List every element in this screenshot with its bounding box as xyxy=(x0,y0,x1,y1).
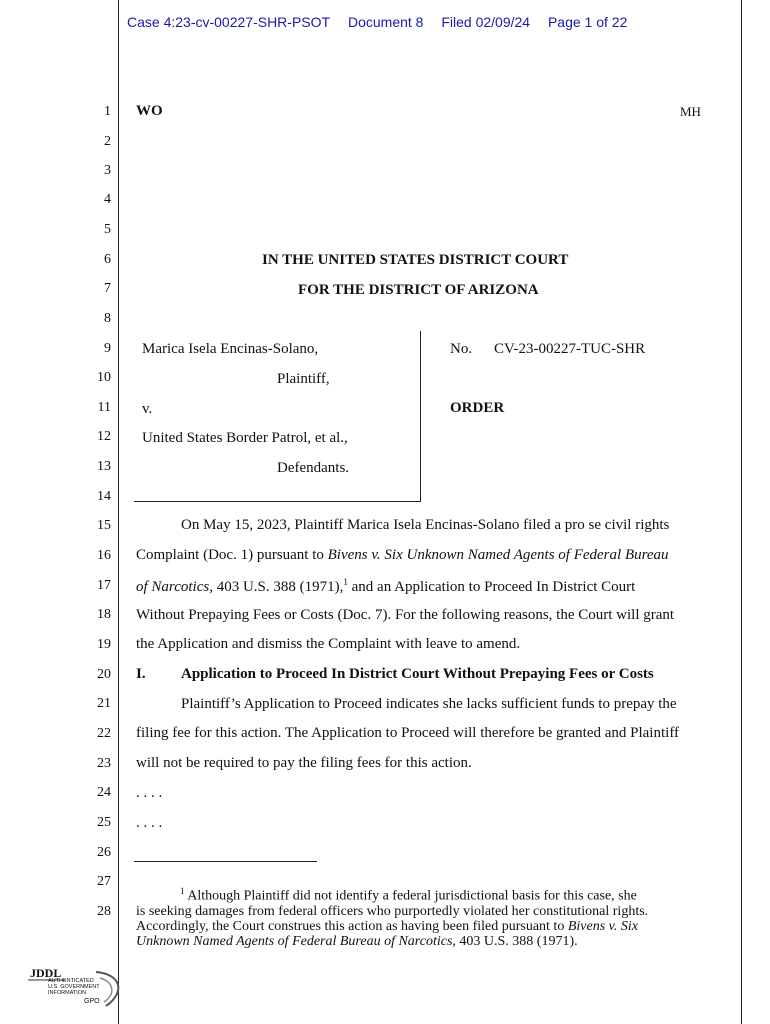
line-number: 9 xyxy=(104,341,111,356)
line-number: 12 xyxy=(97,429,111,444)
footnote xyxy=(136,884,728,949)
body-line: filing fee for this action. The Application to Proceed will therefore be granted and Plaintiff xyxy=(136,725,680,741)
line-number: 5 xyxy=(104,222,111,237)
mh-marker: MH xyxy=(680,104,701,119)
footnote-marker[interactable]: 1 xyxy=(343,577,348,587)
body-line: Plaintiff’s Application to Proceed indicates she lacks sufficient funds to prepay the xyxy=(181,696,677,712)
line-number: 22 xyxy=(97,726,111,741)
line-number: 4 xyxy=(104,192,111,207)
line-number: 17 xyxy=(97,578,111,593)
body-line: Without Prepaying Fees or Costs (Doc. 7). For the following reasons, the Court will grant xyxy=(136,607,675,623)
document-number: Document 8 xyxy=(347,14,424,30)
line-number: 25 xyxy=(97,815,111,830)
line-number: 14 xyxy=(97,489,111,504)
body-line: will not be required to pay the filing fees for this action. xyxy=(136,755,472,771)
court-name: IN THE UNITED STATES DISTRICT COURT xyxy=(262,252,569,268)
section-heading: Application to Proceed In District Court Without Prepaying Fees or Costs xyxy=(181,666,654,682)
caption-underline xyxy=(134,501,421,502)
left-margin-rule xyxy=(118,0,119,1024)
ellipsis-line: . . . . xyxy=(136,785,163,801)
logo-text: U.S. GOVERNMENT xyxy=(48,984,100,990)
line-number: 20 xyxy=(97,667,111,682)
line-number: 2 xyxy=(104,134,111,149)
versus-label: v. xyxy=(142,401,153,417)
logo-text: AUTHENTICATED xyxy=(48,978,94,984)
body-line: the Application and dismiss the Complaint with leave to amend. xyxy=(136,636,521,652)
case-no-value: CV-23-00227-TUC-SHR xyxy=(494,341,646,357)
footnote-text: Although Plaintiff did not identify a federal jurisdictional basis for this case, she xyxy=(187,888,637,904)
logo-gpo: GPO xyxy=(84,998,100,1005)
section-number: I. xyxy=(136,666,146,682)
line-number: 7 xyxy=(104,281,111,296)
page-indicator: Page 1 of 22 xyxy=(547,14,628,30)
footnote-text: Accordingly, the Court construes this action as having been filed pursuant to xyxy=(136,918,568,934)
plaintiff-role: Plaintiff, xyxy=(277,371,330,387)
line-number: 6 xyxy=(104,252,111,267)
body-text: and an Application to Proceed In District Court xyxy=(347,579,636,595)
line-number: 23 xyxy=(97,756,111,771)
case-citation: Bivens v. Six Unknown Named Agents of Federal Bureau xyxy=(327,547,669,563)
gpo-authentication-logo xyxy=(26,962,126,1012)
order-title: ORDER xyxy=(450,400,505,416)
line-number: 24 xyxy=(97,785,111,800)
case-citation: Bivens v. Six xyxy=(567,918,638,934)
line-number: 18 xyxy=(97,607,111,622)
caption-divider xyxy=(420,331,421,501)
body-line xyxy=(136,547,726,564)
body-line xyxy=(136,577,635,596)
case-no-label: No. xyxy=(450,341,473,357)
line-number: 15 xyxy=(97,518,111,533)
case-citation: Unknown Named Agents of Federal Bureau of Narcotics xyxy=(136,933,453,949)
court-district: FOR THE DISTRICT OF ARIZONA xyxy=(298,282,539,298)
plaintiff-name: Marica Isela Encinas-Solano, xyxy=(142,341,319,357)
line-number: 16 xyxy=(97,548,111,563)
line-number: 21 xyxy=(97,696,111,711)
line-number: 3 xyxy=(104,163,111,178)
right-margin-rule xyxy=(741,0,742,1024)
filed-date: Filed 02/09/24 xyxy=(441,14,531,30)
footnote-number: 1 xyxy=(180,886,185,896)
line-number: 1 xyxy=(104,104,111,119)
line-number: 13 xyxy=(97,459,111,474)
ellipsis-line: . . . . xyxy=(136,815,163,831)
line-number: 27 xyxy=(97,874,111,889)
footnote-separator xyxy=(134,861,317,862)
line-number: 8 xyxy=(104,311,111,326)
case-header xyxy=(127,14,641,30)
line-number: 26 xyxy=(97,845,111,860)
defendant-role: Defendants. xyxy=(277,460,350,476)
footnote-line xyxy=(136,934,728,949)
logo-text: INFORMATION xyxy=(48,990,87,996)
footnote-line: is seeking damages from federal officers who purportedly violated her constitutional rights. xyxy=(136,903,649,919)
line-number: 11 xyxy=(97,400,111,415)
case-citation: of Narcotics xyxy=(136,579,210,595)
line-number: 10 xyxy=(97,370,111,385)
footnote-line xyxy=(136,919,728,934)
body-text: Complaint (Doc. 1) pursuant to xyxy=(136,547,328,563)
footnote-line xyxy=(136,884,728,904)
body-text: , 403 U.S. 388 (1971), xyxy=(209,579,344,595)
wo-marker: WO xyxy=(136,103,163,119)
line-number: 28 xyxy=(97,904,111,919)
defendant-name: United States Border Patrol, et al., xyxy=(142,430,348,446)
case-number: Case 4:23-cv-00227-SHR-PSOT xyxy=(127,14,331,30)
footnote-text: , 403 U.S. 388 (1971). xyxy=(452,933,578,949)
body-line: On May 15, 2023, Plaintiff Marica Isela Encinas-Solano filed a pro se civil rights xyxy=(181,517,670,533)
line-number: 19 xyxy=(97,637,111,652)
logo-mark: JDDL xyxy=(30,966,62,980)
